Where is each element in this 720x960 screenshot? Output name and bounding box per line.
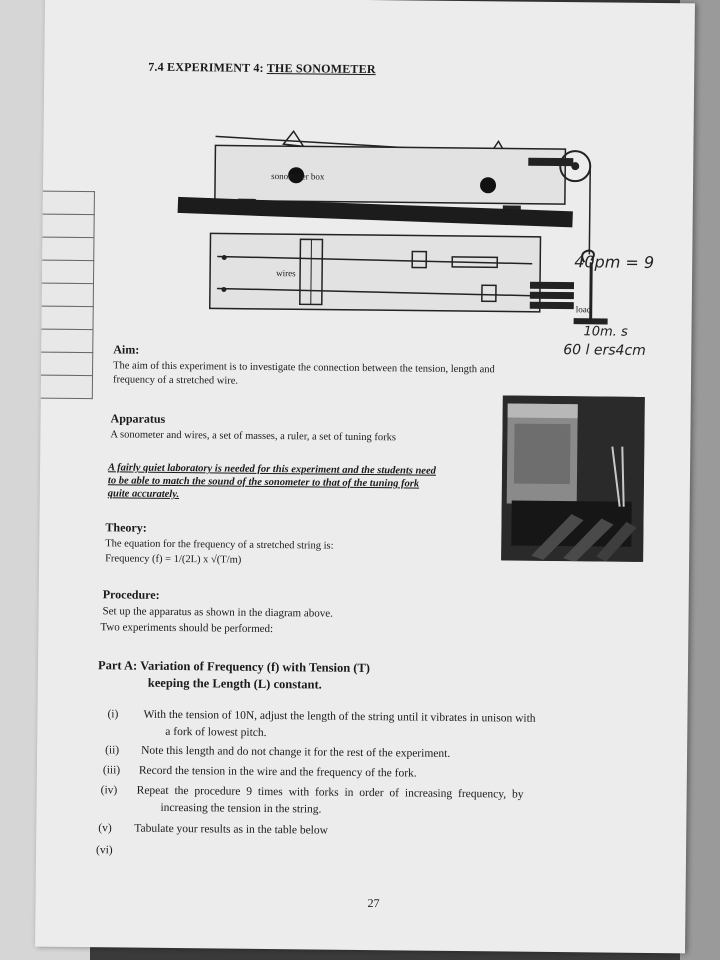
handwritten-note-3: 60 l ers4cm — [563, 342, 646, 359]
step-number: (ii) — [105, 744, 120, 757]
step-text: Note this length and do not change it for the rest of the experiment. — [141, 744, 451, 760]
apparatus-note-2: to be able to match the sound of the sonometer to that of the tuning fork — [107, 475, 420, 490]
load-label: load — [575, 304, 592, 315]
sonometer-box-shape — [215, 145, 566, 204]
sonometer-box-label: sonometer box — [271, 171, 325, 182]
previous-page-table — [41, 192, 95, 400]
step-text: With the tension of 10N, adjust the length of the string until it vibrates in unison with — [143, 708, 536, 725]
apparatus-note-3: quite accurately. — [107, 488, 180, 501]
sonometer-photo — [501, 395, 645, 561]
experiment-title — [148, 60, 376, 78]
theory-heading: Theory: — [105, 520, 147, 535]
step-text: Repeat the procedure 9 times with forks in order of increasing frequency, by — [136, 784, 524, 801]
wires-label: wires — [276, 268, 296, 279]
aim-text-2: frequency of a stretched wire. — [112, 374, 239, 387]
step-text-cont: a fork of lowest pitch. — [165, 725, 267, 739]
apparatus-note-1: A fairly quiet laboratory is needed for this experiment and the students need — [108, 462, 436, 477]
handwritten-note-1: 40pm = 9 — [574, 252, 655, 273]
experiment-number: 7.4 EXPERIMENT 4: — [148, 59, 264, 75]
step-number: (vi) — [95, 844, 113, 857]
sonometer-photo-image — [501, 395, 645, 561]
step-number: (v) — [98, 822, 112, 835]
aim-text-1: The aim of this experiment is to investigate the connection between the tension, length and — [113, 360, 495, 376]
procedure-heading: Procedure: — [102, 587, 160, 602]
part-a-heading: Part A: Variation of Frequency (f) with Tension (T) — [97, 658, 371, 676]
aim-heading: Aim: — [113, 342, 140, 357]
procedure-text-2: Two experiments should be performed: — [100, 621, 274, 636]
frequency-equation: Frequency (f) = 1/(2L) x √(T/m) — [105, 553, 242, 566]
step-number: (i) — [107, 708, 119, 721]
step-text: Record the tension in the wire and the frequency of the fork. — [138, 764, 417, 780]
part-a-subheading: keeping the Length (L) constant. — [147, 675, 322, 692]
step-number: (iii) — [102, 764, 121, 777]
book-page — [35, 0, 695, 953]
apparatus-text: A sonometer and wires, a set of masses, a ruler, a set of tuning forks — [110, 429, 397, 444]
experiment-name: THE SONOMETER — [266, 60, 376, 77]
apparatus-heading: Apparatus — [110, 411, 166, 426]
step-text: Tabulate your results as in the table below — [134, 822, 329, 837]
handwritten-note-2: 10m. s — [583, 324, 628, 340]
procedure-text-1: Set up the apparatus as shown in the diagram above. — [102, 605, 333, 620]
step-number: (iv) — [100, 784, 118, 797]
theory-text: The equation for the frequency of a stretched string is: — [105, 538, 334, 552]
page-number: 27 — [367, 896, 380, 911]
step-text-cont: increasing the tension in the string. — [160, 801, 322, 816]
